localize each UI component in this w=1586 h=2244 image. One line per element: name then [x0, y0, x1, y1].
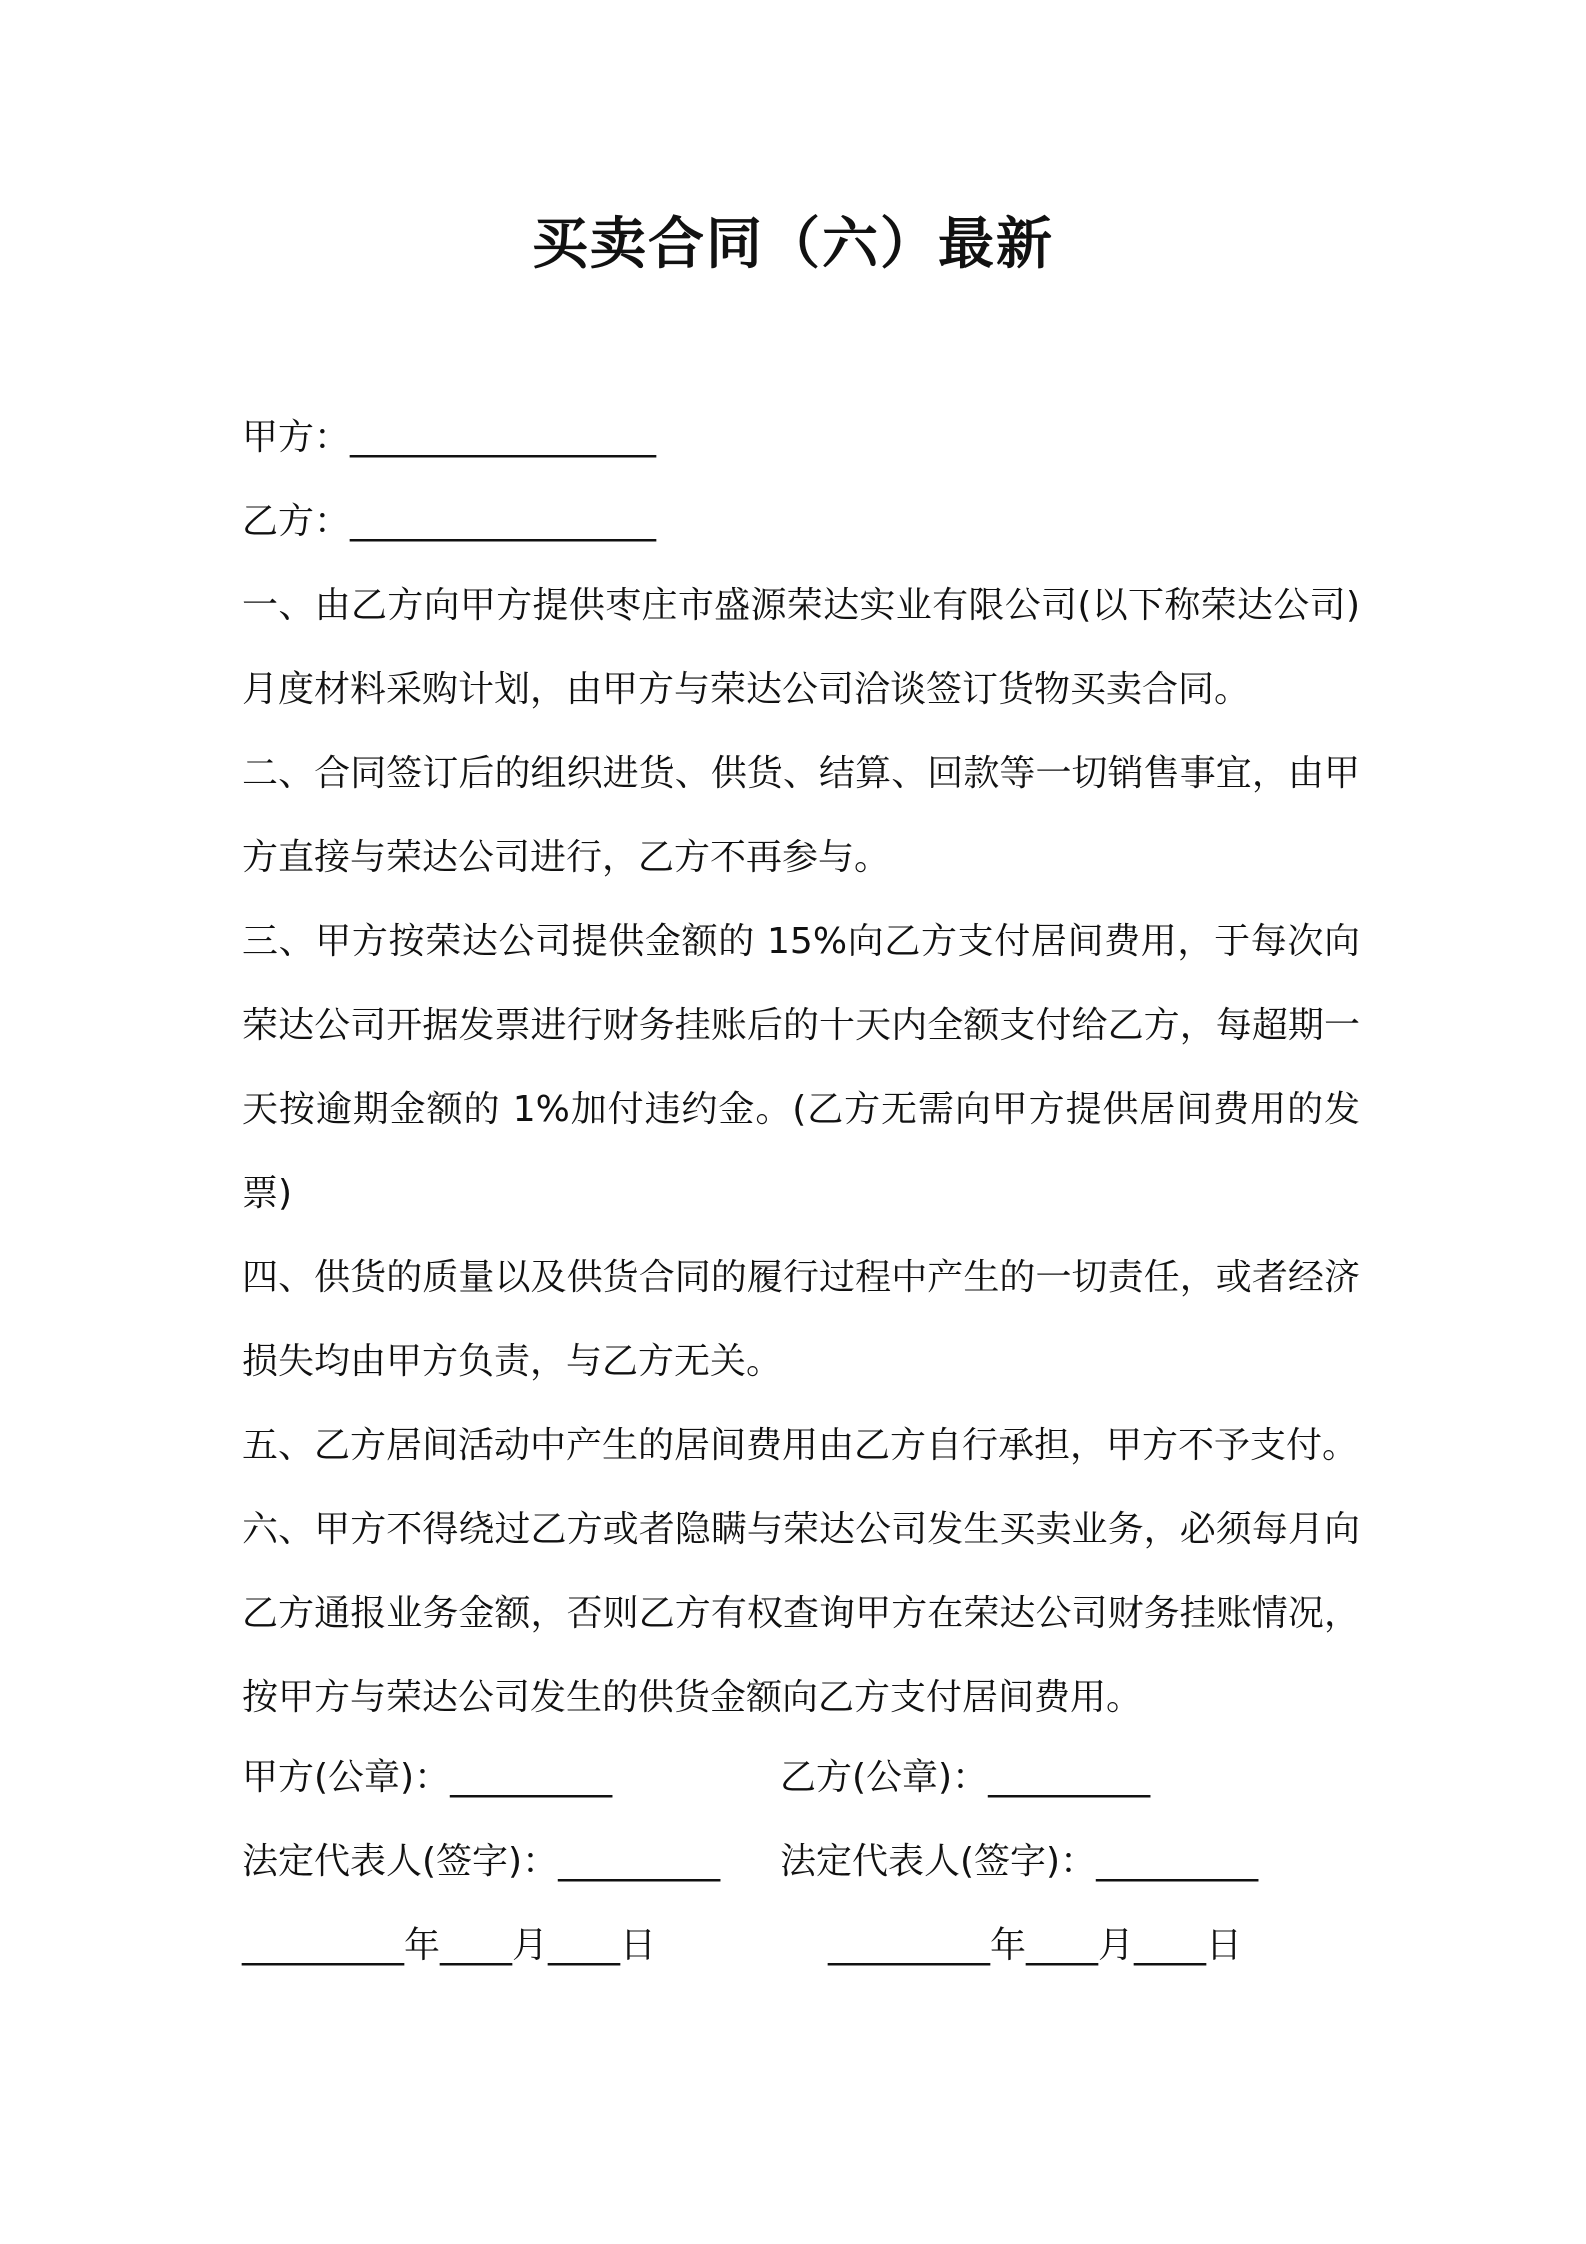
- party-b-representative-line: 法定代表人(签字)：_________: [780, 1841, 1259, 1882]
- clause-6: 六、甲方不得绕过乙方或者隐瞒与荣达公司发生买卖业务，必须每月向乙方通报业务金额，否则乙方有权查询甲方在荣达公司财务挂账情况，按甲方与荣达公司发生的供货金额向乙方支付居间费用。: [242, 1509, 1360, 1718]
- party-b-date-line: _________年____月____日: [828, 1925, 1242, 1966]
- party-b-seal-line: 乙方(公章)：_________: [780, 1757, 1151, 1798]
- clause-3: 三、甲方按荣达公司提供金额的 15%向乙方支付居间费用，于每次向荣达公司开据发票进行财务挂账后的十天内全额支付给乙方，每超期一天按逾期金额的 1%加付违约金。(乙方无需向甲方提供居间费用的发票): [242, 921, 1360, 1214]
- clause-2: 二、合同签订后的组织进货、供货、结算、回款等一切销售事宜，由甲方直接与荣达公司进行，乙方不再参与。: [242, 753, 1360, 878]
- document-title: 买卖合同（六）最新: [532, 212, 1054, 277]
- clause-4: 四、供货的质量以及供货合同的履行过程中产生的一切责任，或者经济损失均由甲方负责，与乙方无关。: [242, 1257, 1360, 1382]
- party-a-line: 甲方：_________________: [242, 417, 657, 458]
- party-b-line: 乙方：_________________: [242, 501, 657, 542]
- clause-5: 五、乙方居间活动中产生的居间费用由乙方自行承担，甲方不予支付。: [242, 1425, 1359, 1466]
- party-a-seal-line: 甲方(公章)：_________: [242, 1757, 613, 1798]
- clause-1: 一、由乙方向甲方提供枣庄市盛源荣达实业有限公司(以下称荣达公司)月度材料采购计划，由甲方与荣达公司洽谈签订货物买卖合同。: [242, 585, 1360, 710]
- party-a-date-line: _________年____月____日: [242, 1925, 656, 1966]
- party-a-representative-line: 法定代表人(签字)：_________: [242, 1841, 721, 1882]
